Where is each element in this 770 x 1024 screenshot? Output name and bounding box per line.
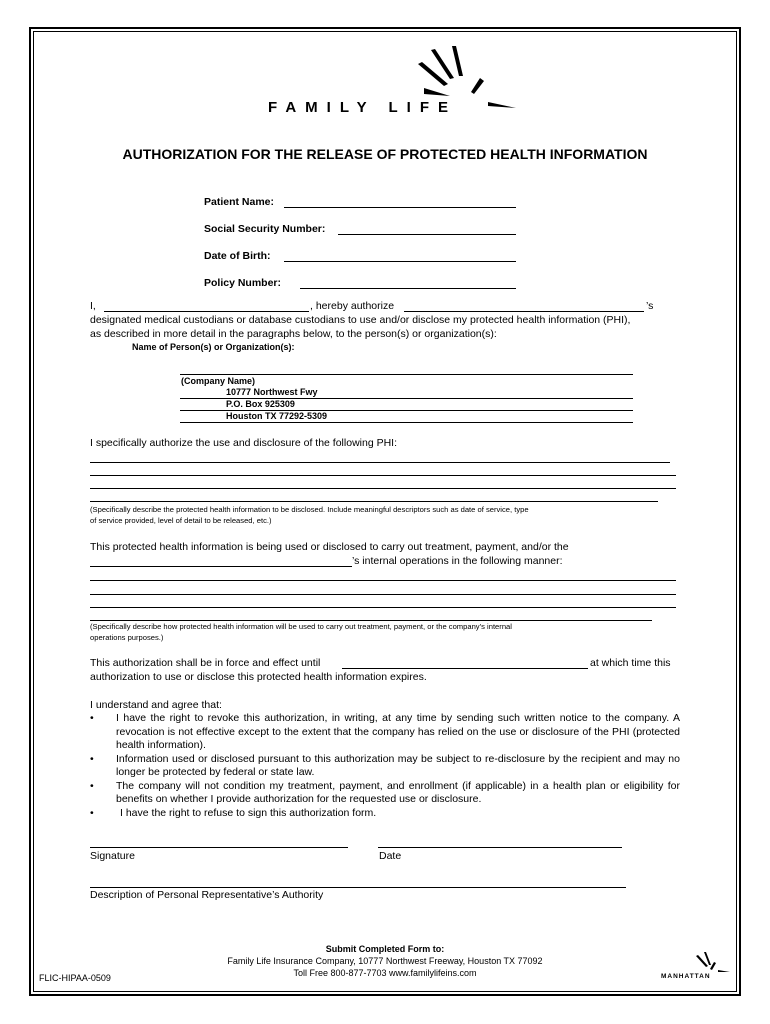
phi-intro: I specifically authorize the use and disclosure of the following PHI:: [90, 437, 397, 449]
bullet-icon: •: [90, 712, 94, 724]
purpose-note-line2: operations purposes.): [90, 633, 164, 642]
footer-address: Family Life Insurance Company, 10777 Northwest Freeway, Houston TX 77092: [227, 956, 543, 966]
phi-line-1[interactable]: [90, 462, 670, 463]
footer-contact: Toll Free 800-877-7703 www.familylifeins.com: [293, 968, 477, 978]
purpose-line1: This protected health information is being used or disclosed to carry out treatment, payment, and/or the: [90, 541, 569, 553]
expiry-prefix: This authorization shall be in force and effect until: [90, 657, 321, 669]
patient-name-label: Patient Name:: [204, 196, 275, 208]
auth-middle: , hereby authorize: [310, 300, 395, 312]
logo-wordmark: FAMILY LIFE: [268, 99, 458, 116]
policy-number-field[interactable]: [300, 288, 516, 289]
dob-label: Date of Birth:: [204, 250, 271, 262]
date-label: Date: [379, 850, 402, 862]
authorizer-name-field[interactable]: [104, 311, 309, 312]
phi-line-2[interactable]: [90, 475, 676, 476]
authorized-party-field[interactable]: [404, 311, 644, 312]
agreement-item: • The company will not condition my treatment, payment, and enrollment (if applicable) in a health plan or eligibility for benefits on whether I provide authorization for the requested use or disclosure.: [90, 779, 680, 805]
company-address3: Houston TX 77292-5309: [226, 411, 328, 421]
expiry-date-field[interactable]: [342, 668, 588, 669]
dob-field[interactable]: [284, 261, 516, 262]
auth-prefix: I,: [90, 300, 96, 312]
date-field[interactable]: [378, 847, 622, 848]
expiry-suffix: at which time this: [590, 657, 671, 669]
auth-suffix: ’s: [646, 300, 654, 312]
purpose-note-line1: (Specifically describe how protected health information will be used to carry out treatment, payment, or the company’s internal: [90, 622, 512, 631]
bullet-icon: •: [90, 779, 94, 792]
phi-line-4[interactable]: [90, 501, 658, 502]
agreement-item: • Information used or disclosed pursuant to this authorization may be subject to re-disclosure by the recipient and may no longer be protected by federal or state law.: [90, 752, 680, 778]
phi-note-line1: (Specifically describe the protected health information to be disclosed. Include meaningful descriptors such as date of service, type: [90, 505, 529, 514]
purpose-line2: ’s internal operations in the following manner:: [352, 555, 563, 567]
patient-name-field[interactable]: [284, 207, 516, 208]
bullet-icon: •: [90, 806, 94, 819]
submit-label: Submit Completed Form to:: [325, 944, 445, 954]
company-address2: P.O. Box 925309: [226, 399, 295, 409]
address3-line: [180, 422, 633, 423]
company-address1: 10777 Northwest Fwy: [226, 387, 318, 397]
phi-note-line2: of service provided, level of detail to be released, etc.): [90, 516, 272, 525]
auth-line2: designated medical custodians or database custodians to use and/or disclose my protected health information (PHI),: [90, 314, 631, 326]
representative-label: Description of Personal Representative’s Authority: [90, 889, 324, 901]
expiry-line2: authorization to use or disclose this protected health information expires.: [90, 671, 427, 683]
policy-number-label: Policy Number:: [204, 277, 282, 289]
page-title: AUTHORIZATION FOR THE RELEASE OF PROTECTED HEALTH INFORMATION: [122, 146, 648, 162]
purpose-line-1[interactable]: [90, 580, 676, 581]
auth-line3: as described in more detail in the paragraphs below, to the person(s) or organization(s):: [90, 328, 497, 340]
signature-field[interactable]: [90, 847, 348, 848]
phi-line-3[interactable]: [90, 488, 676, 489]
ssn-label: Social Security Number:: [204, 223, 326, 235]
purpose-line-3[interactable]: [90, 607, 676, 608]
manhattan-logo-icon: [692, 950, 732, 974]
agreement-item: • I have the right to revoke this authorization, in writing, at any time by sending such written notice to the company. A revocation is not effective except to the extent that the company has relied on the use or disclosure of the PHI (protected health information).: [90, 712, 680, 751]
purpose-line-2[interactable]: [90, 594, 676, 595]
ssn-field[interactable]: [338, 234, 516, 235]
representative-field[interactable]: [90, 887, 626, 888]
company-name: (Company Name): [181, 376, 256, 386]
signature-label: Signature: [90, 850, 135, 862]
agreement-item: • I have the right to refuse to sign this authorization form.: [90, 806, 377, 819]
agreement-intro: I understand and agree that:: [90, 699, 222, 711]
company-name-field[interactable]: [90, 566, 352, 567]
bullet-icon: •: [90, 752, 94, 765]
manhattan-logo-text: MANHATTAN: [661, 973, 711, 980]
form-code: FLIC-HIPAA-0509: [39, 973, 111, 983]
org-label: Name of Person(s) or Organization(s):: [132, 342, 295, 352]
agreement-list: [88, 712, 680, 820]
org-name-line[interactable]: [180, 374, 633, 375]
